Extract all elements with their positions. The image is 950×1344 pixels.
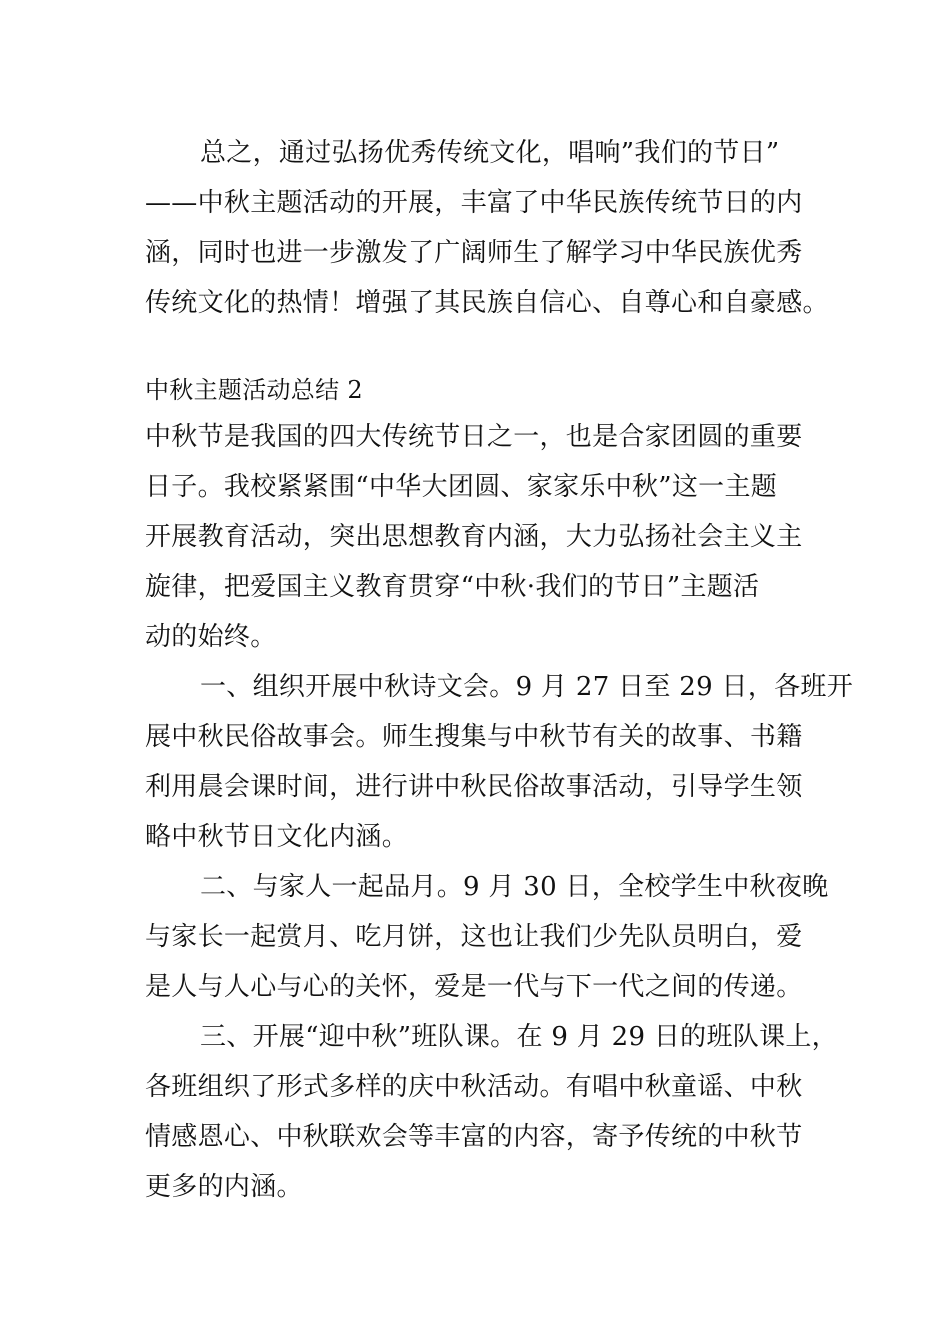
intro-paragraph — [145, 128, 829, 328]
paragraph-line: 开展教育活动，突出思想教育内涵，大力弘扬社会主义主 — [145, 522, 803, 552]
paragraph-line: 二、与家人一起品月。9 月 30 日，全校学生中秋夜晚 — [200, 872, 829, 902]
paragraph-line: 中秋节是我国的四大传统节日之一，也是合家团圆的重要 — [145, 422, 803, 452]
paragraph-line: 涵，同时也进一步激发了广阔师生了解学习中华民族优秀 — [145, 238, 803, 268]
item-three-paragraph — [145, 1012, 838, 1212]
paragraph-line: 利用晨会课时间，进行讲中秋民俗故事活动，引导学生领 — [145, 772, 803, 802]
paragraph-line: 情感恩心、中秋联欢会等丰富的内容，寄予传统的中秋节 — [145, 1122, 803, 1152]
section-title: 中秋主题活动总结 2 — [145, 376, 363, 404]
paragraph-line: 是人与人心与心的关怀，爱是一代与下一代之间的传递。 — [145, 972, 803, 1002]
paragraph-line: 旋律，把爱国主义教育贯穿“中秋·我们的节日”主题活 — [145, 572, 760, 602]
paragraph-line: 一、组织开展中秋诗文会。9 月 27 日至 29 日，各班开 — [200, 672, 854, 702]
paragraph-line: 更多的内涵。 — [145, 1172, 303, 1202]
opening-paragraph — [145, 412, 815, 662]
item-one-paragraph — [145, 662, 854, 862]
paragraph-line: 总之，通过弘扬优秀传统文化，唱响”我们的节日” — [200, 138, 780, 168]
document-page — [145, 128, 854, 1212]
paragraph-line: 展中秋民俗故事会。师生搜集与中秋节有关的故事、书籍 — [145, 722, 803, 752]
paragraph-line: 略中秋节日文化内涵。 — [145, 822, 409, 852]
paragraph-line: 传统文化的热情！增强了其民族自信心、自尊心和自豪感。 — [145, 288, 829, 318]
paragraph-line: 与家长一起赏月、吃月饼，这也让我们少先队员明白，爱 — [145, 922, 803, 952]
paragraph-line: 三、开展“迎中秋”班队课。在 9 月 29 日的班队课上， — [200, 1022, 838, 1052]
paragraph-line: ——中秋主题活动的开展，丰富了中华民族传统节日的内 — [145, 188, 803, 218]
paragraph-line: 动的始终。 — [145, 622, 277, 652]
paragraph-line: 各班组织了形式多样的庆中秋活动。有唱中秋童谣、中秋 — [145, 1072, 803, 1102]
item-two-paragraph — [145, 862, 829, 1012]
paragraph-line: 日子。我校紧紧围“中华大团圆、家家乐中秋”这一主题 — [145, 472, 778, 502]
